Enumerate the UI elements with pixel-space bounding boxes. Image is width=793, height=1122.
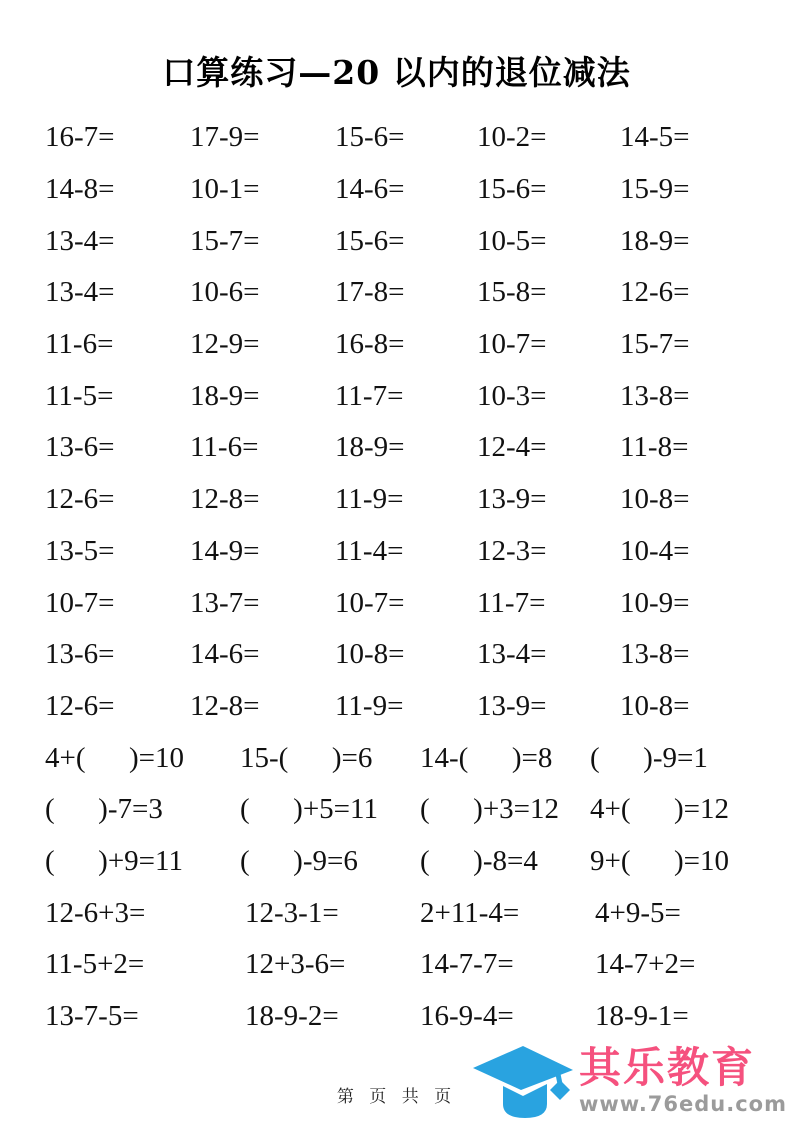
problem-cell: 10-8= <box>335 638 405 671</box>
problem-cell: 4+( )=10 <box>45 741 185 774</box>
problem-cell: 10-5= <box>477 224 547 257</box>
problem-cell: 18-9-2= <box>245 1000 339 1033</box>
problem-cell: 18-9-1= <box>595 1000 689 1033</box>
problem-cell: 11-5+2= <box>45 948 145 981</box>
problem-cell: 12-8= <box>190 689 260 722</box>
problem-cell: 13-8= <box>620 638 690 671</box>
problem-cell: 10-2= <box>477 121 547 154</box>
page-title: 口算练习—20 以内的退位减法 <box>162 53 631 92</box>
page-number-footer: 第 页 共 页 <box>336 1087 457 1107</box>
problem-cell: 12-8= <box>190 483 260 516</box>
problem-cell: 13-9= <box>477 483 547 516</box>
problem-cell: 13-8= <box>620 379 690 412</box>
problem-cell: 16-8= <box>335 328 405 361</box>
problem-cell: 10-8= <box>620 483 690 516</box>
problem-cell: 14-6= <box>190 638 260 671</box>
problem-cell: 14-5= <box>620 121 690 154</box>
problem-cell: 10-8= <box>620 689 690 722</box>
problem-cell: 13-9= <box>477 689 547 722</box>
problem-cell: ( )-9=1 <box>590 741 708 774</box>
problem-cell: 9+( )=10 <box>590 844 730 877</box>
problem-cell: 18-9= <box>190 379 260 412</box>
problem-cell: 10-7= <box>45 586 115 619</box>
problem-cell: 13-5= <box>45 534 115 567</box>
problem-cell: 15-6= <box>477 173 547 206</box>
problem-cell: 11-4= <box>335 534 404 567</box>
problem-cell: 4+9-5= <box>595 896 681 929</box>
problem-cell: ( )+9=11 <box>45 844 183 877</box>
problem-cell: 12-3-1= <box>245 896 339 929</box>
problem-cell: 13-6= <box>45 638 115 671</box>
problem-cell: 11-7= <box>477 586 546 619</box>
problem-cell: 14-( )=8 <box>420 741 553 774</box>
brand-text-block <box>577 1043 791 1122</box>
problem-cell: ( )+5=11 <box>240 793 378 826</box>
problem-cell: 11-8= <box>620 431 689 464</box>
problem-cell: 13-4= <box>45 276 115 309</box>
problem-cell: 14-7+2= <box>595 948 696 981</box>
problem-cell: 4+( )=12 <box>590 793 730 826</box>
problem-cell: 13-4= <box>45 224 115 257</box>
graduation-cap-icon <box>471 1036 577 1122</box>
brand-logo <box>471 1036 791 1122</box>
problem-cell: 13-7= <box>190 586 260 619</box>
problem-cell: 11-9= <box>335 483 404 516</box>
problem-cell: 15-8= <box>477 276 547 309</box>
problem-cell: 10-9= <box>620 586 690 619</box>
problem-cell: 15-( )=6 <box>240 741 373 774</box>
problem-cell: 13-4= <box>477 638 547 671</box>
problem-cell: 13-6= <box>45 431 115 464</box>
problem-cell: 10-7= <box>335 586 405 619</box>
problem-cell: 14-9= <box>190 534 260 567</box>
problem-cell: 12-6= <box>620 276 690 309</box>
problem-cell: 10-3= <box>477 379 547 412</box>
brand-name: 其乐教育 <box>578 1043 755 1092</box>
problem-cell: 14-6= <box>335 173 405 206</box>
problem-cell: 15-7= <box>620 328 690 361</box>
problem-cell: 12-4= <box>477 431 547 464</box>
problem-cell: 14-7-7= <box>420 948 514 981</box>
problem-cell: 12-9= <box>190 328 260 361</box>
problem-cell: 14-8= <box>45 173 115 206</box>
problem-cell: 11-6= <box>190 431 259 464</box>
three-term-grid <box>45 887 783 1042</box>
problem-cell: 12-6= <box>45 483 115 516</box>
problem-cell: 18-9= <box>335 431 405 464</box>
problem-cell: 15-7= <box>190 224 260 257</box>
problem-cell: 17-9= <box>190 121 260 154</box>
problem-cell: 15-9= <box>620 173 690 206</box>
problem-cell: 11-5= <box>45 379 114 412</box>
problem-cell: 15-6= <box>335 224 405 257</box>
problem-cell: 12-6= <box>45 689 115 722</box>
simple-subtraction-grid <box>45 112 783 732</box>
problem-cell: 18-9= <box>620 224 690 257</box>
problem-cell: ( )-8=4 <box>420 844 538 877</box>
problem-cell: ( )+3=12 <box>420 793 560 826</box>
problem-cell: 12-3= <box>477 534 547 567</box>
problem-cell: 13-7-5= <box>45 1000 139 1033</box>
problem-cell: 2+11-4= <box>420 896 520 929</box>
problem-cell: 15-6= <box>335 121 405 154</box>
problem-cell: 10-7= <box>477 328 547 361</box>
problem-cell: 16-7= <box>45 121 115 154</box>
brand-website: www.76edu.com <box>578 1092 787 1116</box>
problem-cell: ( )-9=6 <box>240 844 358 877</box>
problem-cell: 12-6+3= <box>45 896 146 929</box>
problem-cell: 10-6= <box>190 276 260 309</box>
problem-cell: 11-7= <box>335 379 404 412</box>
problem-cell: 10-1= <box>190 173 260 206</box>
fill-in-blank-grid <box>45 732 783 887</box>
problem-cell: 11-6= <box>45 328 114 361</box>
problem-cell: 17-8= <box>335 276 405 309</box>
problem-cell: 11-9= <box>335 689 404 722</box>
problem-cell: 16-9-4= <box>420 1000 514 1033</box>
problem-cell: 12+3-6= <box>245 948 346 981</box>
problem-cell: ( )-7=3 <box>45 793 163 826</box>
problem-cell: 10-4= <box>620 534 690 567</box>
